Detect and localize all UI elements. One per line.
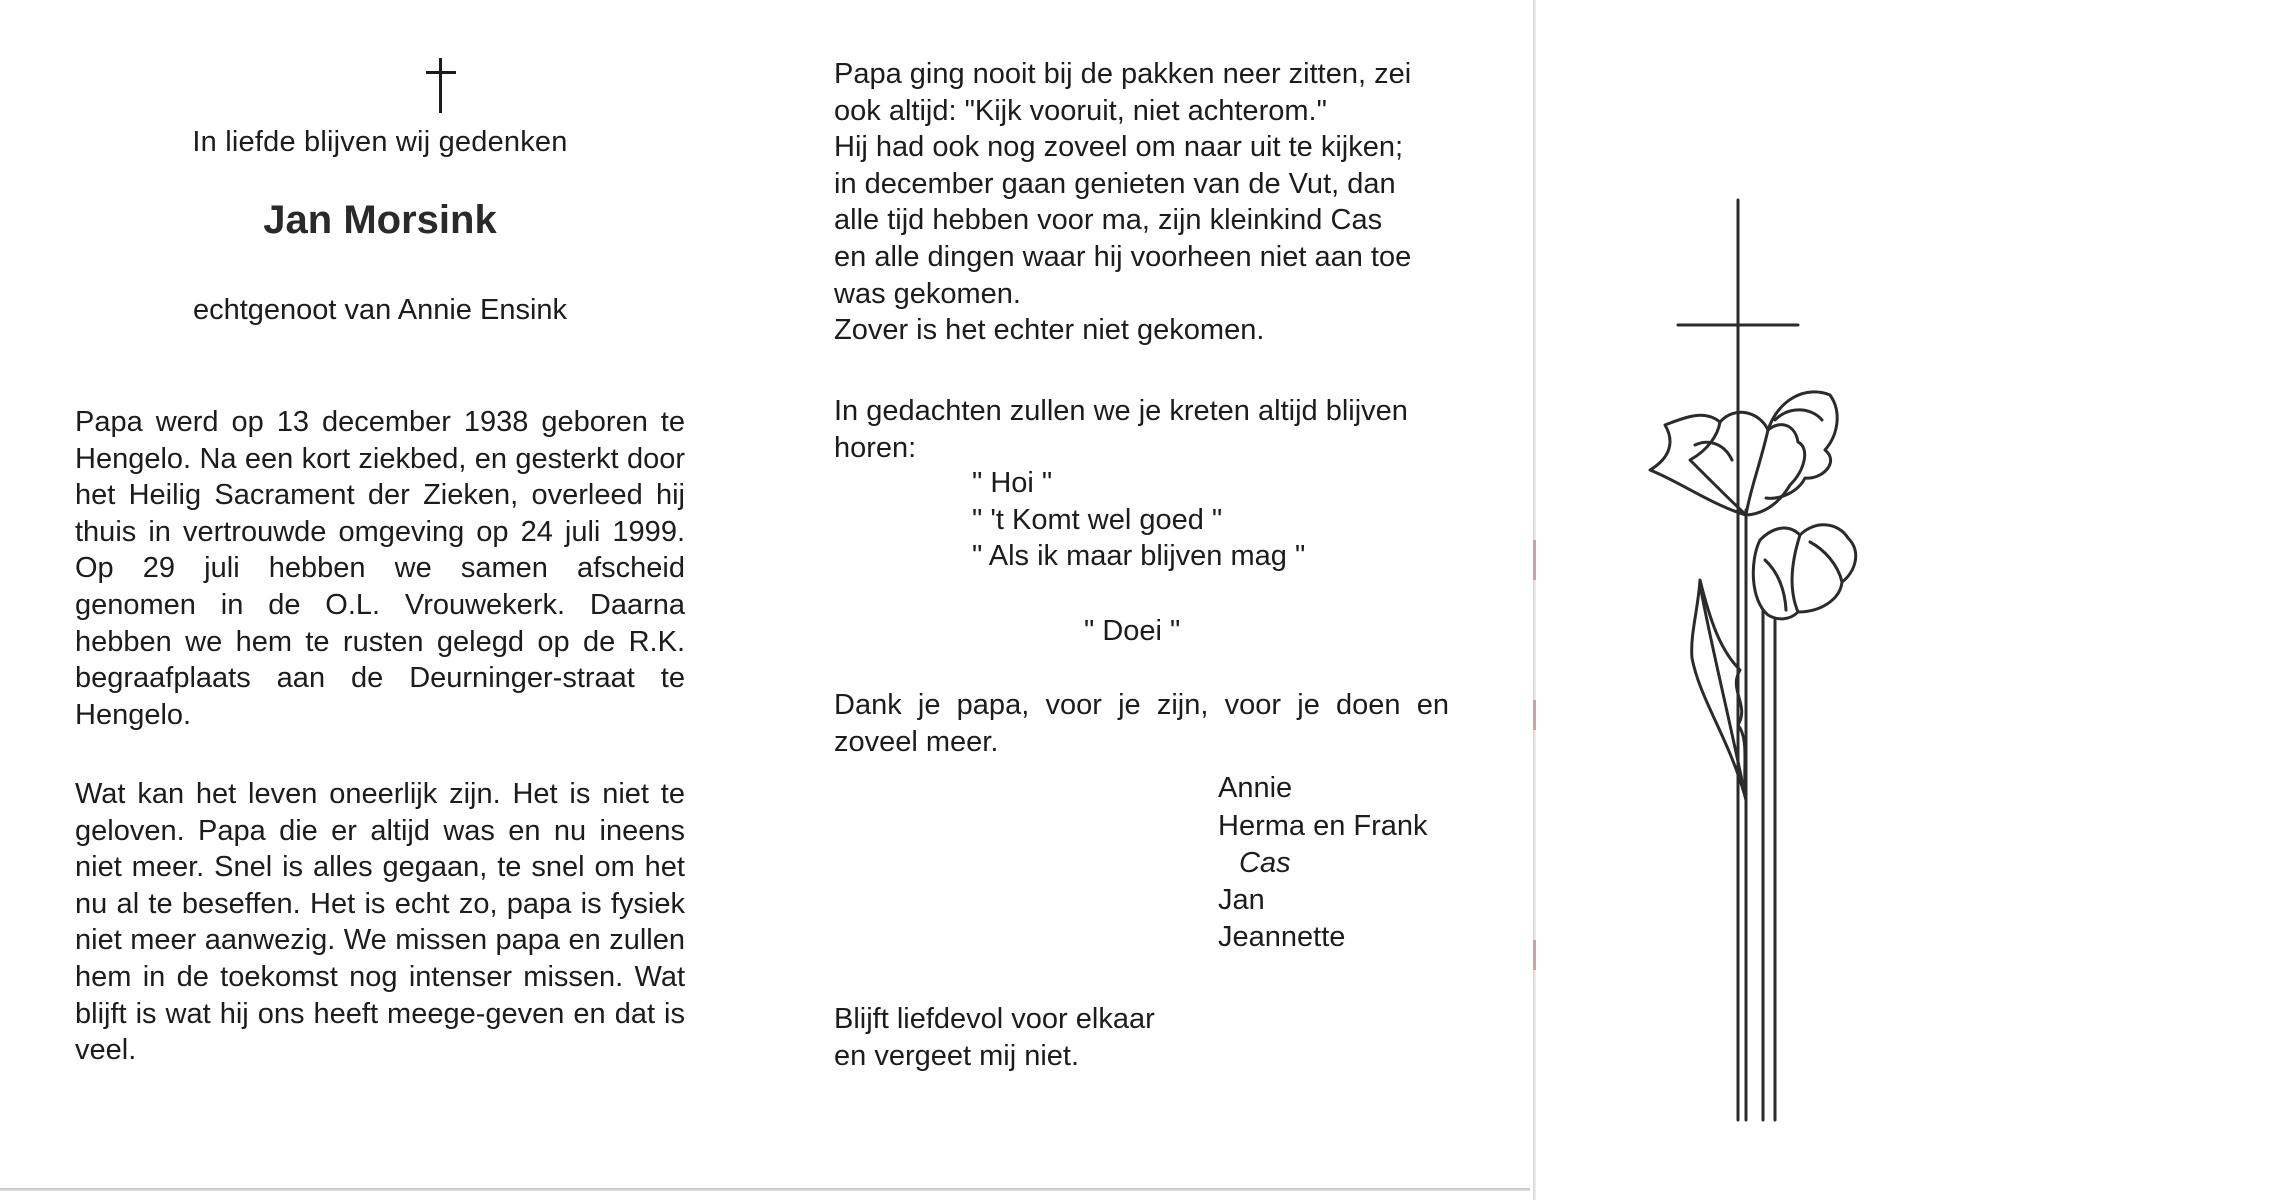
- quote: " 't Komt wel goed ": [972, 504, 1223, 536]
- farewell-quote: " Doei ": [1084, 615, 1181, 647]
- text-line: in december gaan genieten van de Vut, dan: [834, 167, 1396, 200]
- biography-paragraph: Papa werd op 13 december 1938 geboren te Hengelo. Na een kort ziekbed, en gesterkt door het Heilig Sacrament der Zieken, overleed hij thuis in vertrouwde omgeving op 24 juli 1999. Op 29 juli hebben we samen afscheid genomen in de O.L. Vrouwekerk. Daarna hebben we hem te rusten gelegd op de R.K. begraafplaats aan de Deurninger-straat te Hengelo.: [75, 406, 685, 731]
- deceased-name: Jan Morsink: [263, 198, 497, 242]
- quote: " Hoi ": [972, 467, 1053, 499]
- poppy-lower-outer: [1753, 525, 1855, 619]
- fold-mark: [1533, 940, 1536, 970]
- poppy-lower-petal: [1765, 560, 1786, 610]
- signature-name: Cas: [1239, 847, 1291, 879]
- signature-name: Annie: [1218, 772, 1293, 804]
- quotes-intro: [834, 393, 1449, 466]
- signature-name: Herma en Frank: [1218, 810, 1428, 842]
- poppy-upper-petal-detail: [1775, 410, 1822, 420]
- poppy-lower-petal: [1810, 542, 1842, 582]
- text-line: Hij had ook nog zoveel om naar uit te kijken;: [834, 131, 1404, 164]
- text-line: was gekomen.: [834, 277, 1021, 310]
- spouse-line: echtgenoot van Annie Ensink: [192, 294, 568, 326]
- text-line: en vergeet mij niet.: [834, 1039, 1080, 1072]
- text-line: Papa ging nooit bij de pakken neer zitten, zei: [834, 58, 1412, 90]
- cross-icon: [426, 58, 456, 113]
- fold-mark: [1533, 540, 1536, 580]
- poppy-lower-petal: [1792, 535, 1800, 612]
- closing-paragraph: [834, 1001, 1449, 1074]
- text-line: Zover is het echter niet gekomen.: [834, 314, 1265, 347]
- text-line: horen:: [834, 431, 917, 464]
- quote: " Als ik maar blijven mag ": [972, 540, 1306, 572]
- page-edge: [0, 1188, 1530, 1191]
- text-line: en alle dingen waar hij voorheen niet aan toe: [834, 240, 1412, 273]
- memory-paragraph: [834, 56, 1449, 349]
- thanks-paragraph: Dank je papa, voor je zijn, voor je doen en zoveel meer.: [834, 689, 1449, 758]
- poppy-upper-petal: [1746, 430, 1768, 515]
- text-line: In gedachten zullen we je kreten altijd blijven: [834, 395, 1408, 427]
- text-line: ook altijd: "Kijk vooruit, niet achterom.": [834, 94, 1327, 127]
- intro-line: In liefde blijven wij gedenken: [192, 126, 568, 158]
- signature-name: Jeannette: [1218, 921, 1346, 953]
- fold-line: [1533, 0, 1536, 1200]
- text-line: Blijft liefdevol voor elkaar: [834, 1003, 1155, 1035]
- fold-mark: [1533, 700, 1536, 730]
- text-line: alle tijd hebben voor ma, zijn kleinkind Cas: [834, 204, 1383, 237]
- signature-name: Jan: [1218, 884, 1265, 916]
- cross-with-poppies-illustration: [1600, 180, 1900, 1140]
- poppy-upper-outer: [1650, 412, 1805, 515]
- reflection-paragraph: Wat kan het leven oneerlijk zijn. Het is niet te geloven. Papa die er altijd was en nu ineens niet meer. Snel is alles gegaan, te snel om het nu al te beseffen. Het is echt zo, papa is fysiek niet meer aanwezig. We missen papa en zullen hem in de toekomst nog intenser missen. Wat blijft is wat hij ons heeft meege-geven en dat is veel.: [75, 778, 685, 1067]
